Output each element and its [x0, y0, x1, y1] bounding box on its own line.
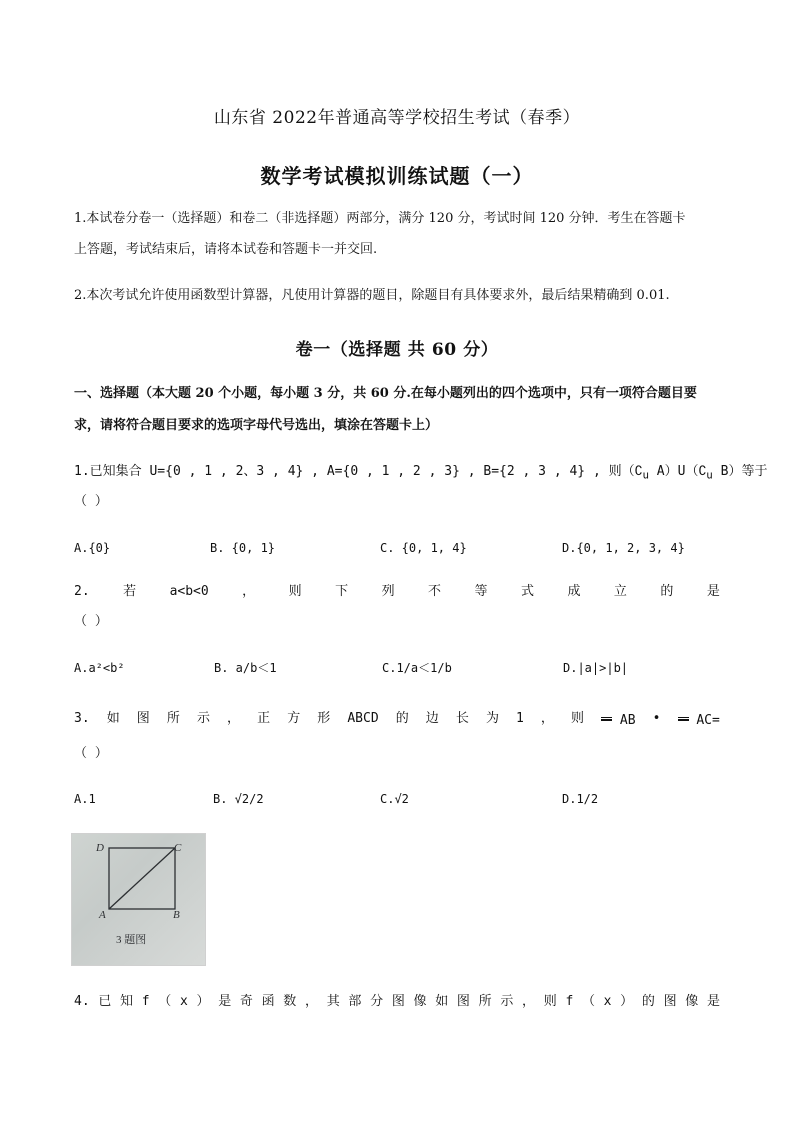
q3-token: 的	[395, 711, 409, 726]
q1-stem-part-3: B）等于	[712, 464, 768, 479]
q2-token: ，	[242, 584, 256, 599]
q4-token: 函	[261, 994, 275, 1009]
q4-token: 数	[283, 994, 297, 1009]
q3-token: 所	[166, 711, 180, 726]
q4-token: ）	[620, 994, 634, 1009]
instruction-line-1: 1.本试卷分卷一（选择题）和卷二（非选择题）两部分，满分 120 分，考试时间 120 分钟．考生在答题卡	[74, 211, 686, 226]
question-2-answer-blank: （ ）	[74, 614, 108, 629]
q2-token: a<b<0	[169, 584, 209, 599]
question-2-option-c: C.1/a＜1/b	[382, 661, 452, 675]
q4-token: 图	[391, 994, 405, 1009]
q4-token: ）	[196, 994, 210, 1009]
q4-token: 部	[348, 994, 362, 1009]
question-1-option-c: C. {0, 1, 4}	[380, 541, 467, 555]
q4-token: 示	[500, 994, 514, 1009]
q4-token: 图	[663, 994, 677, 1009]
question-4-stem	[74, 994, 720, 1010]
q2-token: 若	[123, 584, 137, 599]
question-1-option-d: D.{0, 1, 2, 3, 4}	[562, 541, 685, 555]
q3-token: 为	[485, 711, 499, 726]
q4-token: ，	[522, 994, 536, 1009]
figure-caption: 3 题图	[116, 934, 147, 946]
q4-token: x	[603, 994, 612, 1009]
q3-token: 形	[317, 711, 331, 726]
question-2-option-d: D.|a|>|b|	[563, 661, 629, 675]
q2-token: 是	[706, 584, 720, 599]
square-diagram	[72, 834, 207, 967]
q4-token: ，	[305, 994, 319, 1009]
q4-token: （	[581, 994, 595, 1009]
question-1-answer-blank: （ ）	[74, 494, 108, 509]
q4-token: 图	[456, 994, 470, 1009]
question-3-option-a: A.1	[74, 792, 96, 806]
q4-token: 的	[641, 994, 655, 1009]
q2-token: 等	[474, 584, 488, 599]
question-2-option-a: A.a²<b²	[74, 661, 125, 675]
vector-ac-label: AC=	[696, 713, 720, 728]
question-2-option-b: B. a/b＜1	[214, 661, 277, 675]
q2-token: 下	[335, 584, 349, 599]
q4-token: （	[158, 994, 172, 1009]
q4-token: 知	[120, 994, 134, 1009]
vector-ac-bar	[678, 717, 689, 721]
q3-token: 则	[571, 711, 585, 726]
q2-token: 则	[288, 584, 302, 599]
q3-token: 示	[196, 711, 210, 726]
vector-ac	[678, 715, 720, 727]
q3-token: 边	[425, 711, 439, 726]
q2-token: 2.	[74, 584, 90, 599]
vector-ab-label: AB	[619, 713, 636, 728]
label-b: B	[173, 909, 180, 921]
question-1-stem	[74, 464, 767, 484]
vector-ab-bar	[601, 717, 612, 721]
exam-title: 山东省 2022年普通高等学校招生考试（春季）	[213, 108, 581, 128]
q4-token: f	[141, 994, 150, 1009]
q4-token: 如	[435, 994, 449, 1009]
q3-token: ，	[540, 711, 554, 726]
q1-stem-part-1: 1.已知集合 U={0 , 1 , 2、3 , 4} , A={0 , 1 , 2 , 3} , B={2 , 3 , 4} , 则（	[74, 464, 635, 479]
q3-token: 正	[257, 711, 271, 726]
q3-token: 图	[136, 711, 150, 726]
section-intro-line-2: 求，请将符合题目要求的选项字母代号选出，填涂在答题卡上）	[74, 418, 439, 433]
q4-token: 是	[218, 994, 232, 1009]
question-1-option-b: B. {0, 1}	[210, 541, 276, 555]
q2-token: 成	[567, 584, 581, 599]
section-intro-line-1: 一、选择题（本大题 20 个小题，每小题 3 分，共 60 分.在每小题列出的四个选项中，只有一项符合题目要	[74, 386, 697, 401]
q4-token: 所	[478, 994, 492, 1009]
dot-product-symbol: •	[652, 711, 661, 726]
q4-token: f	[565, 994, 574, 1009]
instruction-line-2: 上答题，考试结束后，请将本试卷和答题卡一并交回.	[74, 242, 378, 257]
q3-token: ，	[227, 711, 241, 726]
q4-token: 分	[370, 994, 384, 1009]
q2-token: 不	[428, 584, 442, 599]
q4-token: 其	[326, 994, 340, 1009]
complement-subscript-2: u	[706, 468, 713, 482]
q4-token: 像	[685, 994, 699, 1009]
q4-token: 已	[98, 994, 112, 1009]
q3-token: ABCD	[347, 711, 379, 726]
q2-token: 立	[613, 584, 627, 599]
q4-token: x	[179, 994, 188, 1009]
paper-title: 数学考试模拟训练试题（一）	[260, 164, 534, 188]
q4-token: 像	[413, 994, 427, 1009]
q3-token: 3.	[74, 711, 90, 726]
complement-symbol-2: ∁	[698, 464, 707, 479]
label-d: D	[96, 842, 104, 854]
q3-token: 方	[287, 711, 301, 726]
question-3-option-d: D.1/2	[562, 792, 599, 806]
label-a: A	[99, 909, 106, 921]
q3-token: 如	[106, 711, 120, 726]
question-3-stem	[74, 711, 720, 727]
question-1-option-a: A.{0}	[74, 541, 111, 555]
question-3-option-b: B. √2/2	[213, 792, 264, 806]
vector-ab	[601, 715, 635, 727]
q3-token: 1	[516, 711, 524, 726]
q2-token: 式	[520, 584, 534, 599]
q2-token: 的	[660, 584, 674, 599]
question-2-stem	[74, 584, 720, 600]
section-title: 卷一（选择题 共 60 分）	[295, 340, 499, 360]
question-3-option-c: C.√2	[380, 792, 409, 806]
instruction-line-3: 2.本次考试允许使用函数型计算器，凡使用计算器的题目，除题目有具体要求外，最后结果精确到 0.01.	[74, 288, 670, 303]
complement-subscript-1: u	[642, 468, 649, 482]
label-c: C	[174, 842, 182, 854]
question-3-answer-blank: （ ）	[74, 746, 108, 761]
complement-symbol-1: ∁	[634, 464, 643, 479]
q4-token: 奇	[239, 994, 253, 1009]
q1-stem-part-2: A）U（	[648, 464, 699, 479]
question-3-figure	[71, 833, 206, 966]
q4-token: 4.	[74, 994, 90, 1009]
q4-token: 则	[543, 994, 557, 1009]
q4-token: 是	[706, 994, 720, 1009]
q2-token: 列	[381, 584, 395, 599]
q3-token: 长	[455, 711, 469, 726]
